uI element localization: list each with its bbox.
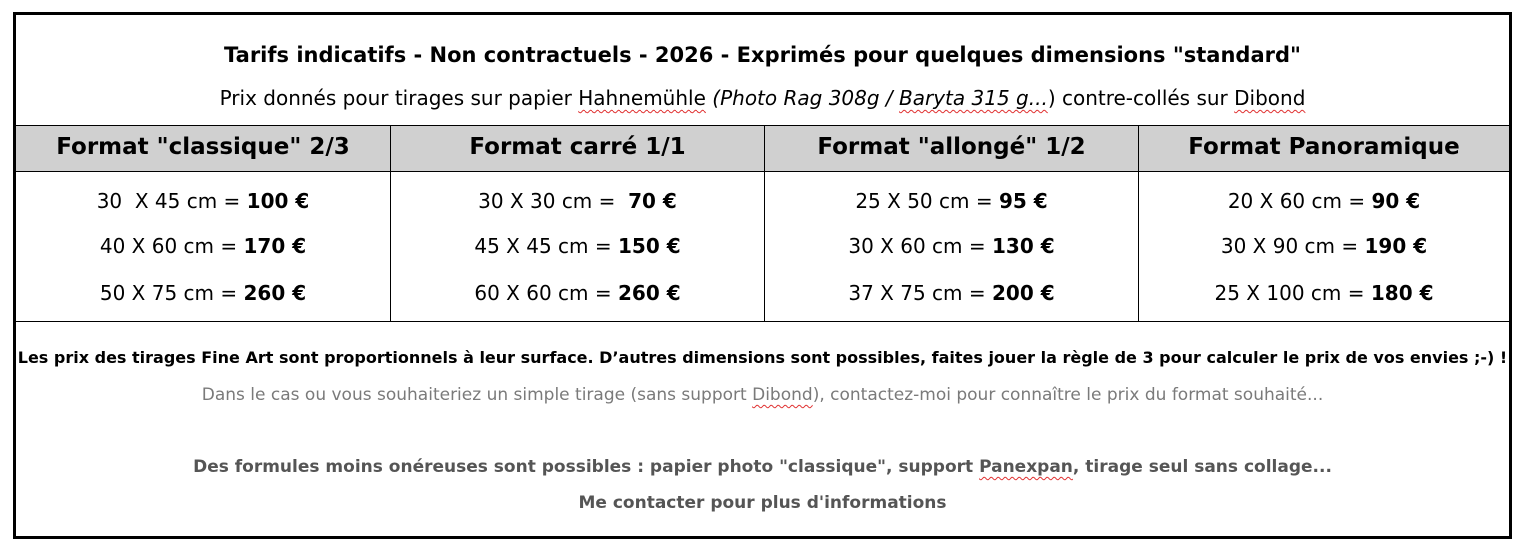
price-line (391, 234, 764, 258)
note-cheaper-options (16, 457, 1509, 477)
note-cheaper-suffix: , tirage seul sans collage... (1072, 457, 1332, 477)
price-table (16, 125, 1509, 322)
price-value: 70 € (628, 189, 677, 213)
price-line (765, 189, 1138, 213)
note-cheaper-prefix: Des formules moins onéreuses sont possibles : papier photo "classique", support (193, 457, 980, 477)
subtitle-prefix: Prix donnés pour tirages sur papier (219, 86, 579, 110)
price-value: 200 € (991, 281, 1055, 305)
price-value: 170 € (243, 234, 307, 258)
price-value: 190 € (1364, 234, 1428, 258)
price-value: 130 € (991, 234, 1055, 258)
price-line (1139, 234, 1509, 258)
format-column-allonge (764, 126, 1138, 321)
price-value: 180 € (1370, 281, 1434, 305)
price-line (391, 189, 764, 213)
price-line (391, 281, 764, 305)
price-line (16, 234, 390, 258)
page-title: Tarifs indicatifs - Non contractuels - 2026 - Exprimés pour quelques dimensions "standard" (224, 43, 1301, 67)
note-proportional-pricing: Les prix des tirages Fine Art sont proportionnels à leur surface. D’autres dimensions sont possibles, faites jouer la règle de 3 pour calculer le prix de vos envies ;-) ! (17, 348, 1508, 367)
price-size: 45 X 45 cm = (474, 234, 618, 258)
note-simple-print-suffix: ), contactez-moi pour connaître le prix du format souhaité... (812, 385, 1324, 405)
price-line (16, 189, 390, 213)
subtitle-paper2: Baryta 315 g... (899, 86, 1048, 110)
price-value: 260 € (617, 281, 681, 305)
price-sheet (13, 12, 1512, 539)
subtitle-support: Dibond (1234, 86, 1306, 110)
column-header: Format "allongé" 1/2 (817, 134, 1086, 160)
price-size: 50 X 75 cm = (99, 281, 244, 305)
price-line (16, 281, 390, 305)
price-line (765, 281, 1138, 305)
note-simple-print (16, 385, 1509, 405)
price-value: 260 € (243, 281, 307, 305)
price-size: 30 X 30 cm = (478, 189, 629, 213)
price-line (1139, 189, 1509, 213)
price-size: 25 X 50 cm = (855, 189, 999, 213)
subtitle-open-paren: ( (712, 86, 721, 110)
price-size: 25 X 100 cm = (1214, 281, 1371, 305)
note-cheaper-support: Panexpan (979, 457, 1073, 477)
price-size: 30 X 45 cm = (96, 189, 247, 213)
price-value: 90 € (1371, 189, 1421, 213)
column-header: Format "classique" 2/3 (56, 134, 350, 160)
format-column-carre (390, 126, 764, 321)
price-value: 100 € (246, 189, 310, 213)
price-size: 60 X 60 cm = (474, 281, 618, 305)
page-subtitle (16, 86, 1509, 110)
note-contact: Me contacter pour plus d'informations (578, 493, 947, 513)
price-size: 40 X 60 cm = (99, 234, 244, 258)
price-size: 20 X 60 cm = (1227, 189, 1372, 213)
column-header: Format Panoramique (1188, 134, 1460, 160)
price-size: 30 X 90 cm = (1220, 234, 1365, 258)
price-line (1139, 281, 1509, 305)
format-column-panoramique (1138, 126, 1509, 321)
subtitle-paper1: Photo Rag 308g / (720, 86, 900, 110)
price-size: 37 X 75 cm = (848, 281, 992, 305)
subtitle-mid: ) contre-collés sur (1047, 86, 1235, 110)
price-line (765, 234, 1138, 258)
format-column-classique (16, 126, 390, 321)
subtitle-brand: Hahnemühle (578, 86, 706, 110)
note-simple-print-prefix: Dans le cas ou vous souhaiteriez un simple tirage (sans support (201, 385, 753, 405)
price-size: 30 X 60 cm = (848, 234, 992, 258)
price-value: 95 € (998, 189, 1048, 213)
column-header: Format carré 1/1 (469, 134, 686, 160)
price-value: 150 € (617, 234, 681, 258)
note-simple-print-support: Dibond (752, 385, 813, 405)
subtitle-papers (712, 86, 1048, 110)
